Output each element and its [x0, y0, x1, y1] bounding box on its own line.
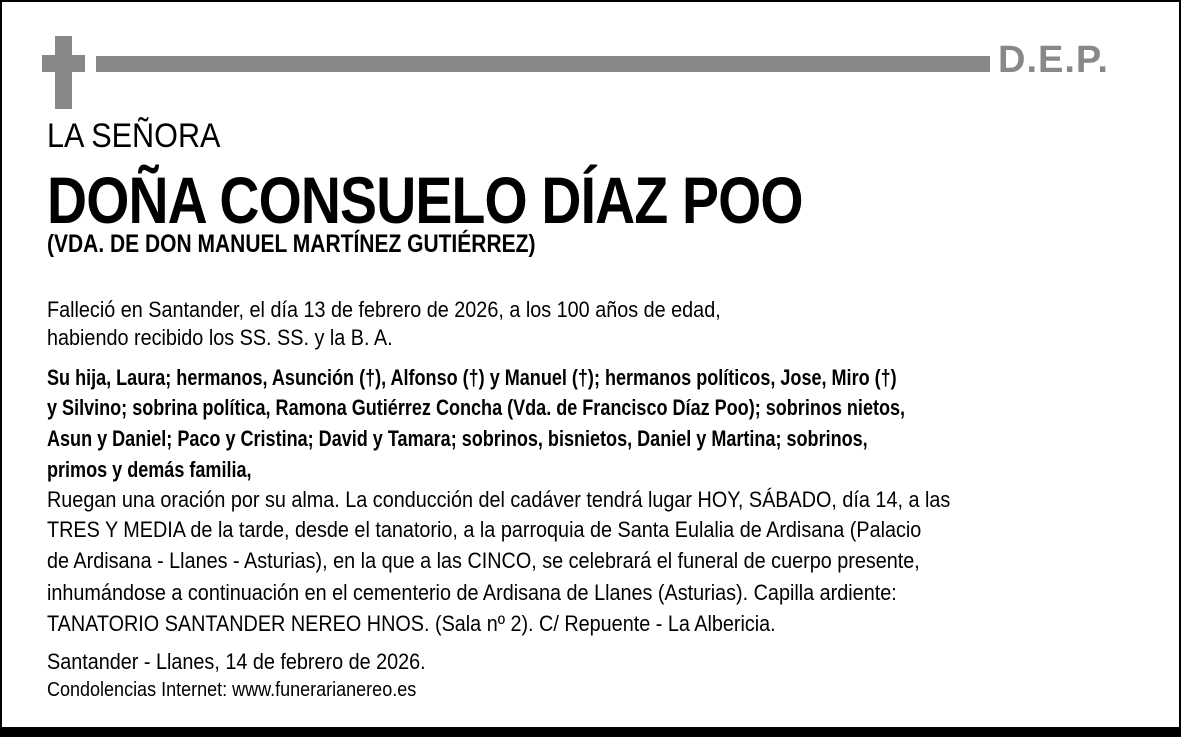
- family-line: primos y demás familia,: [47, 457, 252, 482]
- deceased-name: DOÑA CONSUELO DÍAZ POO: [47, 163, 803, 237]
- bottom-border: [0, 727, 1181, 737]
- service-line: Ruegan una oración por su alma. La conducción del cadáver tendrá lugar HOY, SÁBADO, día 14, a las: [47, 487, 951, 512]
- family-line: y Silvino; sobrina política, Ramona Gutiérrez Concha (Vda. de Francisco Díaz Poo); sobrinos nietos,: [47, 395, 906, 420]
- condolences-link[interactable]: Condolencias Internet: www.funerarianereo.es: [47, 679, 417, 701]
- dep-label: D.E.P.: [998, 39, 1109, 81]
- service-line: TRES Y MEDIA de la tarde, desde el tanatorio, a la parroquia de Santa Eulalia de Ardisana (Palacio: [47, 517, 922, 542]
- header-rule: [96, 56, 990, 72]
- service-line: TANATORIO SANTANDER NEREO HNOS. (Sala nº 2). C/ Repuente - La Albericia.: [47, 611, 776, 636]
- title-prefix: LA SEÑORA: [47, 117, 221, 155]
- service-line: inhumándose a continuación en el cementerio de Ardisana de Llanes (Asturias). Capilla ardiente:: [47, 580, 897, 605]
- widow-of: (VDA. DE DON MANUEL MARTÍNEZ GUTIÉRREZ): [47, 230, 536, 258]
- death-line: Falleció en Santander, el día 13 de febrero de 2026, a los 100 años de edad,: [47, 297, 721, 322]
- service-line: de Ardisana - Llanes - Asturias), en la que a las CINCO, se celebrará el funeral de cuerpo presente,: [47, 548, 920, 573]
- place-date: Santander - Llanes, 14 de febrero de 2026.: [47, 649, 426, 674]
- death-line: habiendo recibido los SS. SS. y la B. A.: [47, 325, 393, 350]
- family-line: Asun y Daniel; Paco y Cristina; David y Tamara; sobrinos, bisnietos, Daniel y Martina; sobrinos,: [47, 426, 868, 451]
- cross-vertical: [55, 36, 72, 109]
- cross-horizontal: [42, 55, 85, 72]
- family-line: Su hija, Laura; hermanos, Asunción (†), Alfonso (†) y Manuel (†); hermanos políticos, Jose, Miro (†): [47, 365, 897, 390]
